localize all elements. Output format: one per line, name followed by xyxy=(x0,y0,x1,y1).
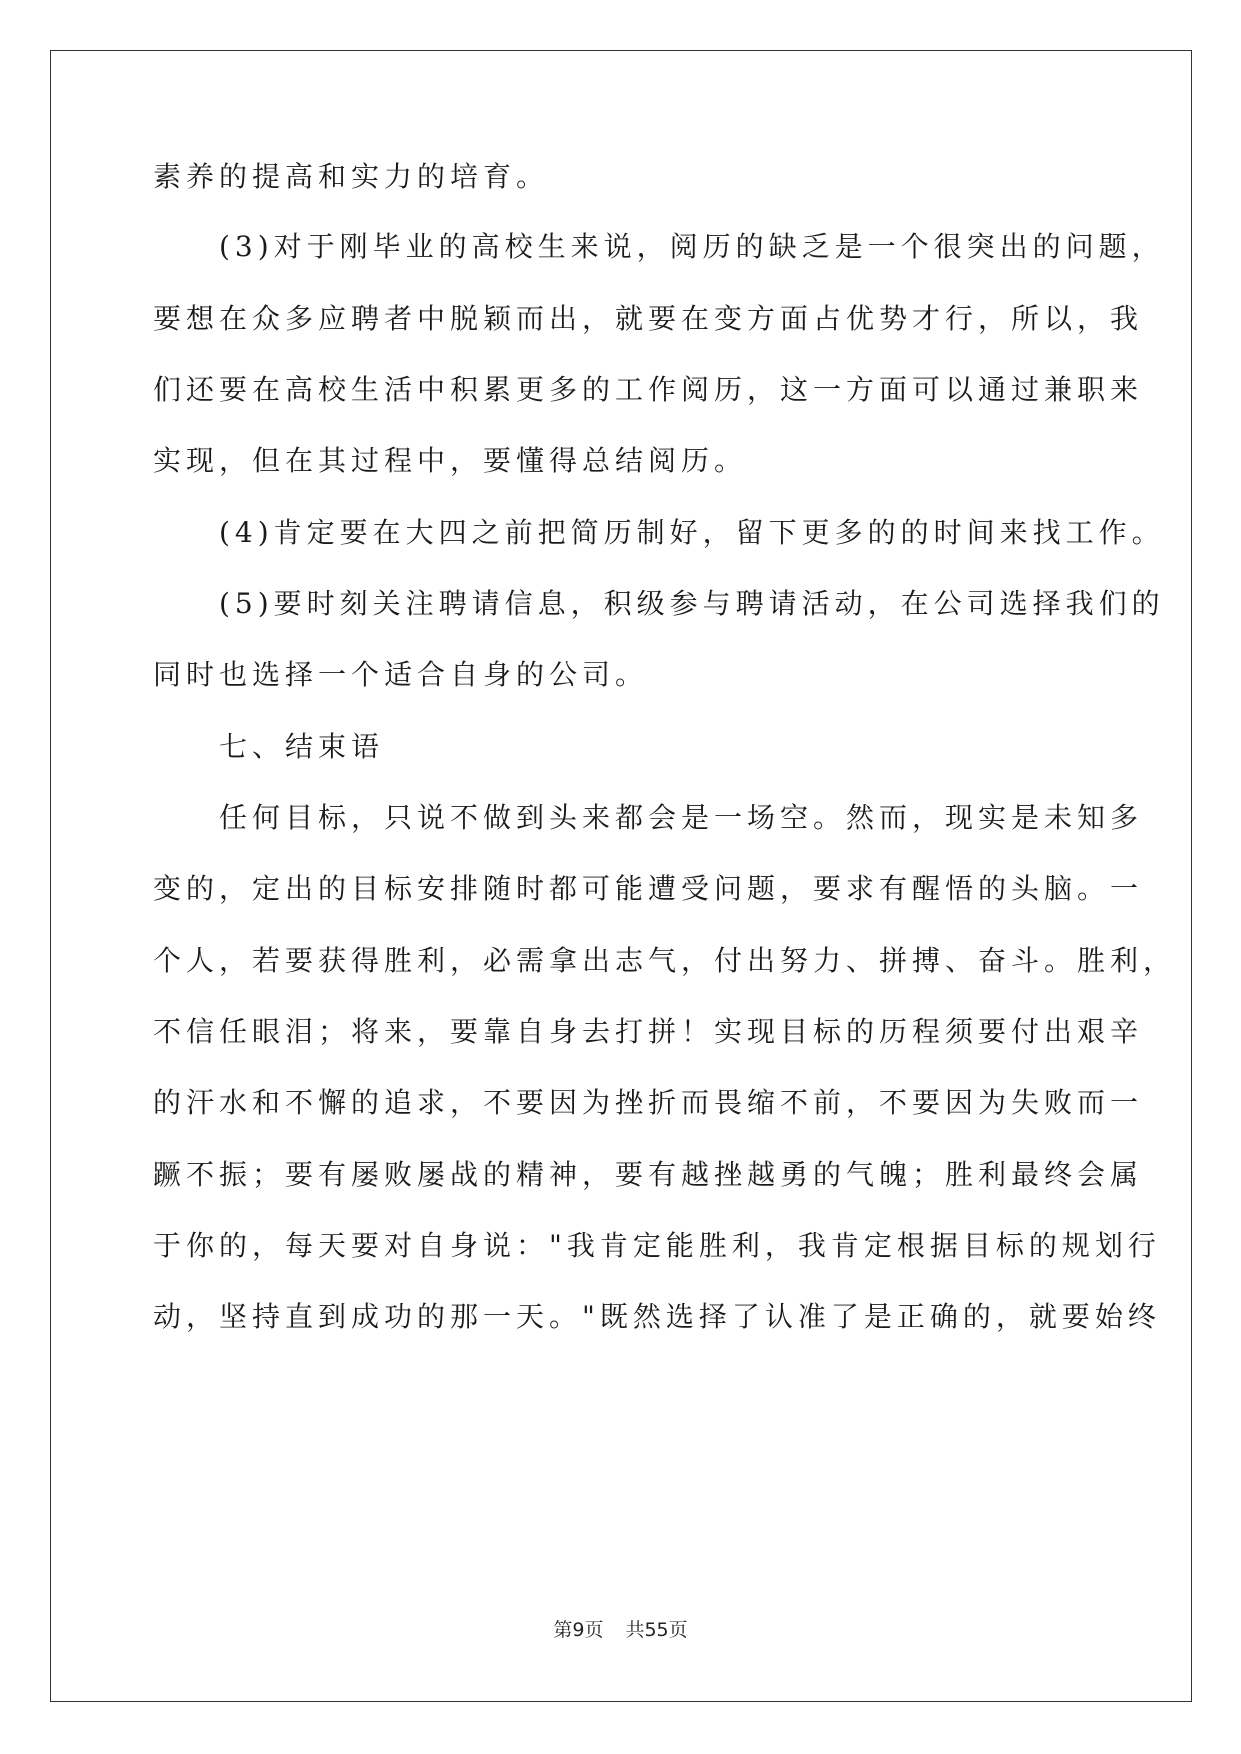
text-line: 实现，但在其过程中，要懂得总结阅历。 xyxy=(153,444,748,477)
text-line: (3)对于刚毕业的高校生来说，阅历的缺乏是一个很突出的问题， xyxy=(153,230,1165,263)
text-line: 们还要在高校生活中积累更多的工作阅历，这一方面可以通过兼职来 xyxy=(153,373,1144,406)
text-line: (5)要时刻关注聘请信息，积级参与聘请活动，在公司选择我们的 xyxy=(153,587,1165,620)
text-line: 蹶不振；要有屡败屡战的精神，要有越挫越勇的气魄；胜利最终会属 xyxy=(153,1158,1144,1191)
page-number-total: 共55页 xyxy=(625,1619,688,1641)
text-line: 变的，定出的目标安排随时都可能遭受问题，要求有醒悟的头脑。一 xyxy=(153,872,1144,905)
text-line: 要想在众多应聘者中脱颖而出，就要在变方面占优势才行，所以，我 xyxy=(153,302,1144,335)
text-line: 同时也选择一个适合自身的公司。 xyxy=(153,658,649,691)
section-heading: 七、结束语 xyxy=(153,730,385,763)
text-line: 不信任眼泪；将来，要靠自身去打拼！实现目标的历程须要付出艰辛 xyxy=(153,1015,1144,1048)
text-line: (4)肯定要在大四之前把简历制好，留下更多的的时间来找工作。 xyxy=(153,516,1165,549)
text-line: 个人，若要获得胜利，必需拿出志气，付出努力、拼搏、奋斗。胜利， xyxy=(153,944,1177,977)
page-footer xyxy=(0,1617,1241,1643)
text-line: 素养的提高和实力的培育。 xyxy=(153,160,550,193)
text-line: 任何目标，只说不做到头来都会是一场空。然而，现实是未知多 xyxy=(153,801,1144,834)
text-line: 的汗水和不懈的追求，不要因为挫折而畏缩不前，不要因为失败而一 xyxy=(153,1086,1144,1119)
text-line: 动，坚持直到成功的那一天。"既然选择了认准了是正确的，就要始终 xyxy=(153,1300,1161,1333)
page-number-current: 第9页 xyxy=(553,1619,604,1641)
text-line: 于你的，每天要对自身说："我肯定能胜利，我肯定根据目标的规划行 xyxy=(153,1229,1161,1262)
